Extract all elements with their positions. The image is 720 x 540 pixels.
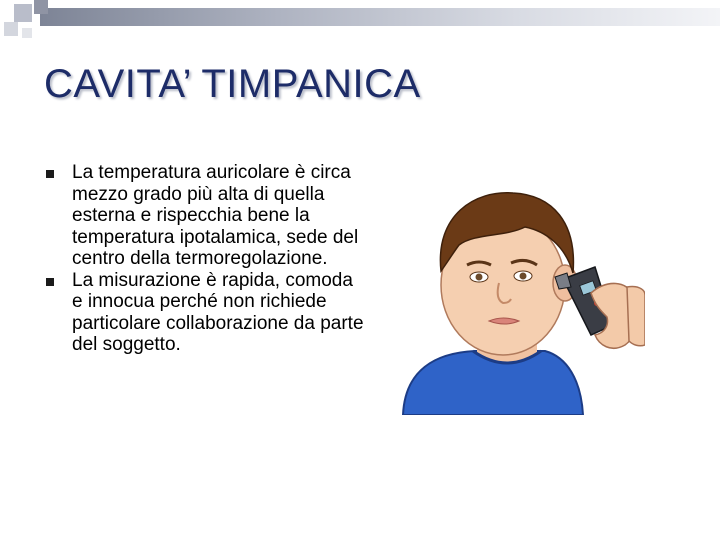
decorative-square [14,4,32,22]
bullet-item [46,270,366,356]
child-thermometer-illustration [395,175,645,415]
slide-title: CAVITA’ TIMPANICA [44,62,421,106]
bullet-item [46,162,366,270]
adult-arm [627,286,645,345]
square-bullet-icon [46,278,54,286]
bullet-list [46,162,366,356]
bullet-text: La misurazione è rapida, comoda e innocua perché non richiede particolare collaborazione da parte del soggetto. [72,269,364,355]
decorative-square [34,0,48,14]
decorative-square [22,28,32,38]
decorative-top-band [40,8,720,26]
decorative-square [4,22,18,36]
bullet-text: La temperatura auricolare è circa mezzo grado più alta di quella esterna e rispecchia bene la temperatura ipotalamica, sede del centro della termoregolazione. [72,162,359,269]
square-bullet-icon [46,170,54,178]
